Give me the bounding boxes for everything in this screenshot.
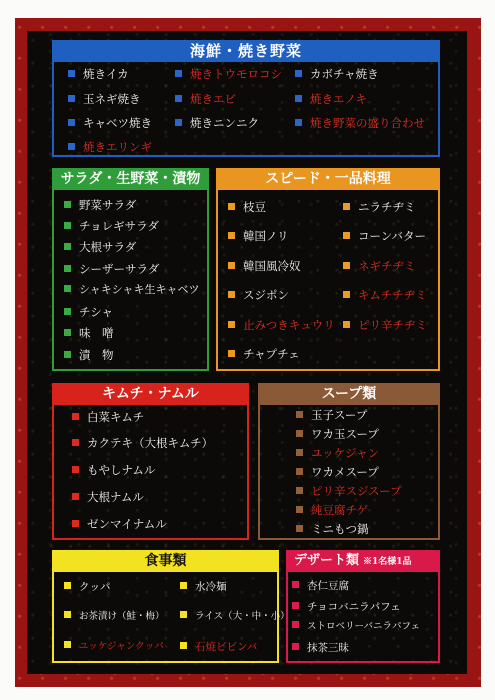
bullet-square-icon [292,621,299,628]
bullet-square-icon [72,439,79,446]
bullet-square-icon [64,611,71,618]
menu-item: コーンバター [343,229,426,243]
menu-item: チョコバニラパフェ [292,600,401,614]
section-body [52,190,209,371]
bullet-square-icon [72,413,79,420]
bullet-square-icon [295,119,302,126]
bullet-square-icon [175,119,182,126]
menu-item: 玉ネギ焼き [68,92,141,106]
menu-item: 大根サラダ [64,240,136,254]
bullet-square-icon [228,262,235,269]
bullet-square-icon [343,262,350,269]
section-title: サラダ・生野菜・漬物 [52,168,209,190]
bullet-square-icon [68,95,75,102]
menu-item: お茶漬け（鮭・梅） [64,610,165,624]
section-title: スピード・一品料理 [216,168,440,190]
menu-item: 大根ナムル [72,490,144,504]
menu-item: 焼きエリンギ [68,140,152,154]
bullet-square-icon [68,143,75,150]
section-title-text: デザート類 [294,553,360,568]
bullet-square-icon [175,95,182,102]
bullet-square-icon [296,525,303,532]
menu-item: チョレギサラダ [64,219,159,233]
menu-item: 漬 物 [64,348,114,362]
bullet-square-icon [292,643,299,650]
menu-item: 焼きニンニク [175,116,259,130]
bullet-square-icon [296,468,303,475]
menu-item: 焼きイカ [68,67,129,81]
menu-item: ネギチヂミ [343,259,416,273]
bullet-square-icon [175,70,182,77]
menu-item: 韓国風冷奴 [228,259,301,273]
bullet-square-icon [64,265,71,272]
section-title: スープ類 [258,383,440,405]
section-title: 海鮮・焼き野菜 [52,40,440,62]
menu-item: ライス（大・中・小） [180,610,290,624]
menu-item: 韓国ノリ [228,229,289,243]
bullet-square-icon [343,203,350,210]
bullet-square-icon [296,487,303,494]
menu-item: カボチャ焼き [295,67,379,81]
menu-item: ピリ辛チヂミ [343,318,427,332]
section-seafood-grilled-vegetables [52,40,440,157]
section-title [286,550,440,572]
bullet-square-icon [68,119,75,126]
bullet-square-icon [228,350,235,357]
section-salad-vegetables-pickles [52,168,209,371]
menu-item: ストロベリーバニラパフェ [292,620,420,634]
menu-item: キムチチヂミ [343,288,427,302]
bullet-square-icon [72,466,79,473]
section-desserts [286,550,440,663]
menu-item: チシャ [64,305,113,319]
bullet-square-icon [64,329,71,336]
bullet-square-icon [64,201,71,208]
bullet-square-icon [296,411,303,418]
menu-item: ワカ玉スープ [296,427,379,441]
bullet-square-icon [343,321,350,328]
bullet-square-icon [296,430,303,437]
bullet-square-icon [64,582,71,589]
menu-item: 焼きエノキ [295,92,367,106]
section-kimchi-namul [52,383,249,540]
bullet-square-icon [228,291,235,298]
menu-item: 味 噌 [64,326,114,340]
menu-item: 玉子スープ [296,408,367,422]
bullet-square-icon [295,95,302,102]
menu-item: 焼きトウモロコシ [175,67,282,81]
bullet-square-icon [180,611,187,618]
menu-item: 焼きエビ [175,92,236,106]
menu-item: シーザーサラダ [64,262,159,276]
menu-item: キャベツ焼き [68,116,152,130]
menu-item: ゼンマイナムル [72,517,167,531]
menu-item: ニラチヂミ [343,200,416,214]
bullet-square-icon [343,291,350,298]
bullet-square-icon [228,321,235,328]
menu-item: もやしナムル [72,463,155,477]
bullet-square-icon [64,351,71,358]
menu-item: ミニもつ鍋 [296,522,369,536]
bullet-square-icon [296,449,303,456]
bullet-square-icon [296,506,303,513]
section-title: キムチ・ナムル [52,383,249,405]
menu-item: クッパ [64,580,111,594]
menu-item: 水冷麺 [180,580,227,594]
menu-item: チャプチェ [228,347,300,361]
section-body [216,190,440,371]
menu-item: ユッケジャン [296,446,379,460]
bullet-square-icon [292,581,299,588]
menu-item: 焼き野菜の盛り合わせ [295,116,425,130]
menu-item: 白菜キムチ [72,410,144,424]
menu-item: 石焼ビビンバ [180,640,257,654]
menu-item: 純豆腐チゲ [296,503,368,517]
bullet-square-icon [64,641,71,648]
menu-item: 止みつきキュウリ [228,318,335,332]
bullet-square-icon [180,582,187,589]
bullet-square-icon [72,493,79,500]
section-soups [258,383,440,540]
bullet-square-icon [180,642,187,649]
menu-item: カクテキ（大根キムチ） [72,436,213,450]
menu-item: 杏仁豆腐 [292,579,349,593]
menu-item: 野菜サラダ [64,198,136,212]
bullet-square-icon [72,520,79,527]
bullet-square-icon [295,70,302,77]
bullet-square-icon [228,203,235,210]
bullet-square-icon [68,70,75,77]
section-meals [52,550,290,663]
menu-item: スジポン [228,288,289,302]
bullet-square-icon [64,285,71,292]
menu-item: ユッケジャンクッパ [64,640,164,654]
menu-item: 枝豆 [228,200,266,214]
bullet-square-icon [64,222,71,229]
menu-item: 抹茶三昧 [292,641,349,655]
bullet-square-icon [228,232,235,239]
bullet-square-icon [292,602,299,609]
bullet-square-icon [343,232,350,239]
section-title: 食事類 [52,550,279,572]
bullet-square-icon [64,308,71,315]
bullet-square-icon [64,243,71,250]
menu-item: ワカメスープ [296,465,379,479]
section-speed-dishes [216,168,440,371]
section-note: ※1名様1品 [363,557,412,567]
menu-item: ピリ辛スジスープ [296,484,402,498]
menu-item: シャキシャキ生キャベツ [64,283,199,297]
